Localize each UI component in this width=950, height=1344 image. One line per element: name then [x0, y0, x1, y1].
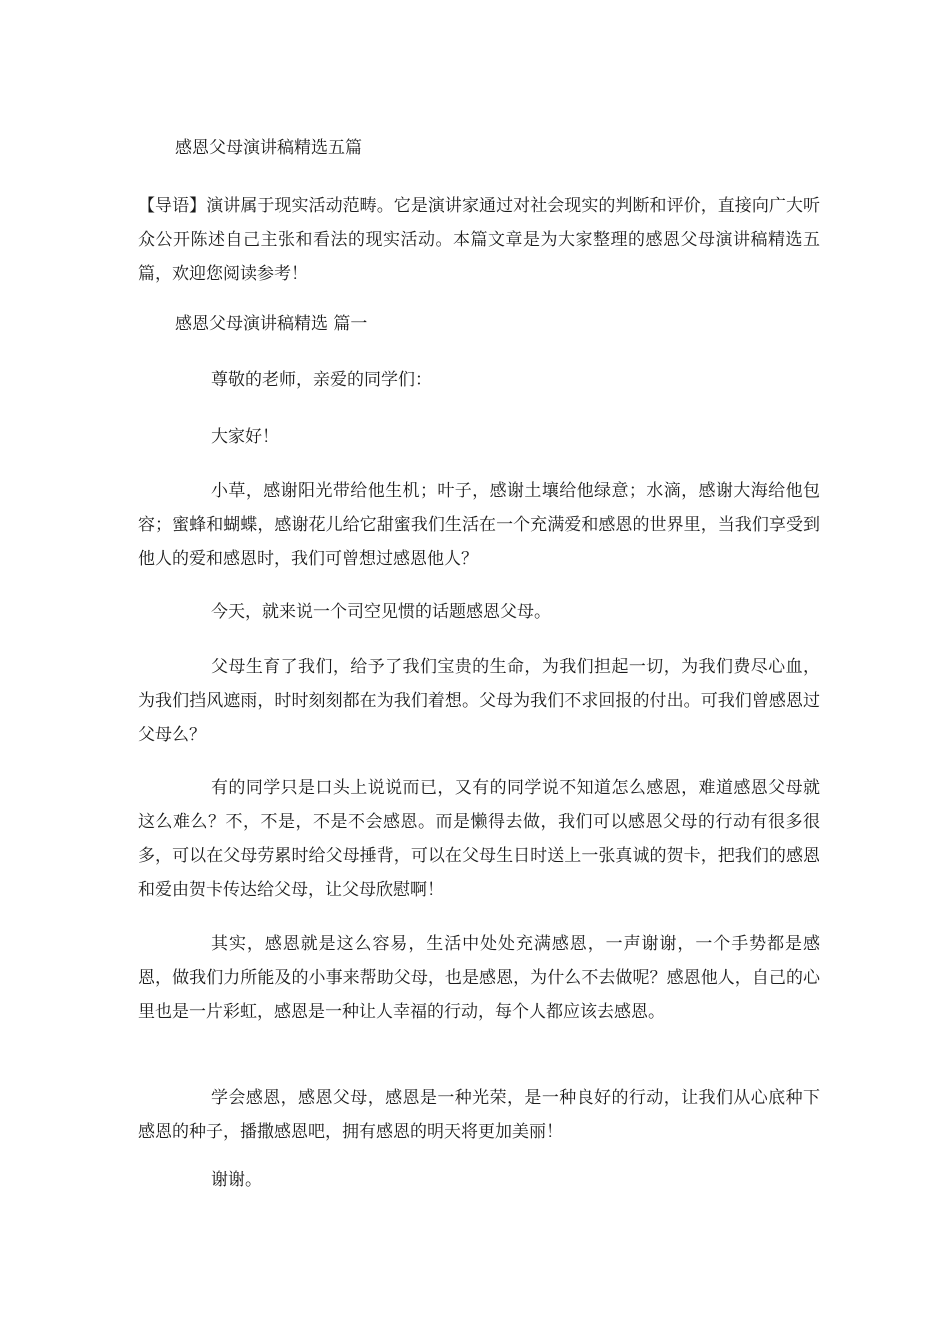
salutation: 尊敬的老师，亲爱的同学们：	[211, 370, 432, 390]
body-paragraph-2: 今天，就来说一个司空见惯的话题感恩父母。	[211, 602, 551, 622]
closing-text: 谢谢。	[211, 1170, 262, 1190]
body-paragraph-5: 其实，感恩就是这么容易，生活中处处充满感恩，一声谢谢，一个手势都是感恩，做我们力所能及的小事来帮助父母，也是感恩，为什么不去做呢？感恩他人，自己的心里也是一片彩虹，感恩是一种让人幸福的行动，每个人都应该去感恩。	[138, 934, 820, 1022]
section-heading: 感恩父母演讲稿精选 篇一	[175, 314, 368, 334]
body-paragraph-6: 学会感恩，感恩父母，感恩是一种光荣，是一种良好的行动，让我们从心底种下感恩的种子，播撒感恩吧，拥有感恩的明天将更加美丽！	[138, 1088, 820, 1142]
greeting: 大家好！	[211, 427, 279, 447]
body-paragraph-4: 有的同学只是口头上说说而已，又有的同学说不知道怎么感恩，难道感恩父母就这么难么？不，不是，不是不会感恩。而是懒得去做，我们可以感恩父母的行动有很多很多，可以在父母劳累时给父母捶背，可以在父母生日时送上一张真诚的贺卡，把我们的感恩和爱由贺卡传达给父母，让父母欣慰啊！	[138, 778, 820, 900]
document-title: 感恩父母演讲稿精选五篇	[175, 138, 362, 158]
body-paragraph-1: 小草，感谢阳光带给他生机；叶子，感谢土壤给他绿意；水滴，感谢大海给他包容；蜜蜂和蝴蝶，感谢花儿给它甜蜜我们生活在一个充满爱和感恩的世界里，当我们享受到他人的爱和感恩时，我们可曾想过感恩他人？	[138, 481, 820, 569]
intro-label: 【导语】	[138, 196, 207, 216]
body-paragraph-3: 父母生育了我们，给予了我们宝贵的生命，为我们担起一切，为我们费尽心血，为我们挡风遮雨，时时刻刻都在为我们着想。父母为我们不求回报的付出。可我们曾感恩过父母么？	[138, 657, 820, 745]
intro-paragraph	[138, 189, 820, 291]
intro-text: 演讲属于现实活动范畴。它是演讲家通过对社会现实的判断和评价，直接向广大听众公开陈述自己主张和看法的现实活动。本篇文章是为大家整理的感恩父母演讲稿精选五篇，欢迎您阅读参考！	[138, 196, 821, 284]
